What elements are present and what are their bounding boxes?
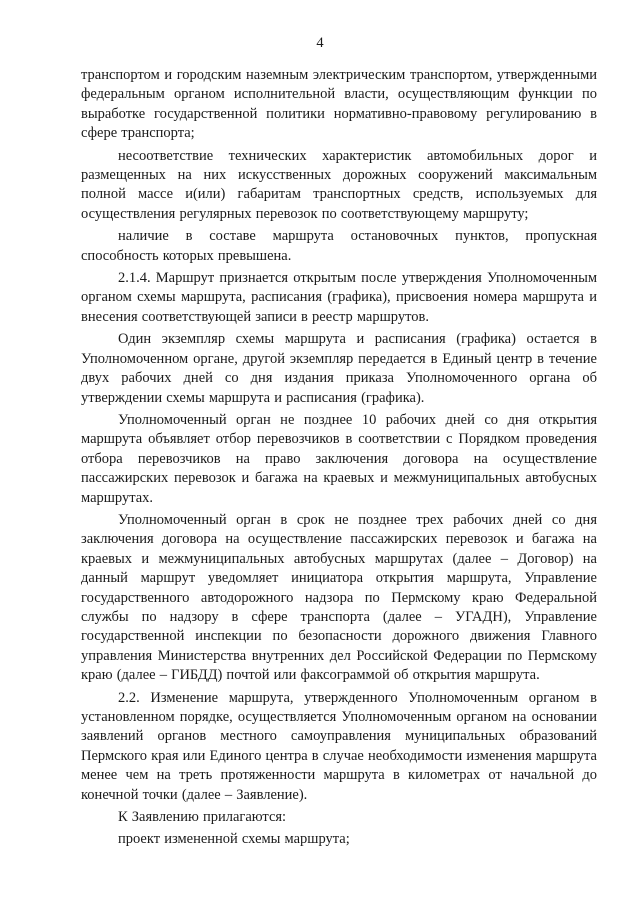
paragraph-carrier-selection: Уполномоченный орган не позднее 10 рабочих дней со дня открытия маршрута объявляет отбор перевозчиков в соответствии с Порядком проведения отбора перевозчиков на право заключения договора на осуществление пассажирских перевозок и багажа на краевых и межмуниципальных автобусных маршрутах. [81,411,597,506]
paragraph-notification: Уполномоченный орган в срок не позднее трех рабочих дней со дня заключения договора на осуществление пассажирских перевозок и багажа на краевых и межмуниципальных автобусных маршрутах (далее – Договор) на данный маршрут уведомляет инициатора открытия маршрута, Управление государственного автодорожного надзора по Пермскому краю Федеральной службы по надзору в сфере транспорта (далее – УГАДН), Управление государственной инспекции по безопасности дорожного движения Главного управления Министерства внутренних дел Российской Федерации по Пермскому краю (далее – ГИБДД) почтой или факсограммой об открытия маршрута. [81,511,597,684]
paragraph-2-2: 2.2. Изменение маршрута, утвержденного Уполномоченным органом в установленном порядке, осуществляется Уполномоченным органом на основании заявлений органов местного самоуправления муниципальных образований Пермского края или Единого центра в случае необходимости изменения маршрута менее чем на треть протяженности маршрута в километрах от начальной до конечной точки (далее – Заявление). [81,689,597,803]
document-body [81,66,597,850]
paragraph-continuation: транспортом и городским наземным электрическим транспортом, утвержденными федеральным органом исполнительной власти, осуществляющим функции по выработке государственной политики нормативно-правовому регулированию в сфере транспорта; [81,67,597,142]
paragraph-attachment-schema: проект измененной схемы маршрута; [118,831,350,848]
page-number: 4 [316,35,324,51]
paragraph-road-mismatch: несоответствие технических характеристик автомобильных дорог и размещенных на них искусственных дорожных сооружений максимальным полной массе и(или) габаритам транспортных средств, используемых для осуществления регулярных перевозок по соответствующему маршруту; [81,147,597,222]
paragraph-attachments-intro: К Заявлению прилагаются: [118,809,287,826]
paragraph-stops-capacity: наличие в составе маршрута остановочных пунктов, пропускная способность которых превышена. [81,228,597,264]
paragraph-schema-copy: Один экземпляр схемы маршрута и расписания (графика) остается в Уполномоченном органе, другой экземпляр передается в Единый центр в течение двух рабочих дней со дня издания приказа Уполномоченного органа об утверждении схемы маршрута и расписания (графика). [81,331,597,406]
paragraph-2-1-4: 2.1.4. Маршрут признается открытым после утверждения Уполномоченным органом схемы маршрута, расписания (графика), присвоения номера маршрута и внесения соответствующей записи в реестр маршрутов. [81,270,597,325]
